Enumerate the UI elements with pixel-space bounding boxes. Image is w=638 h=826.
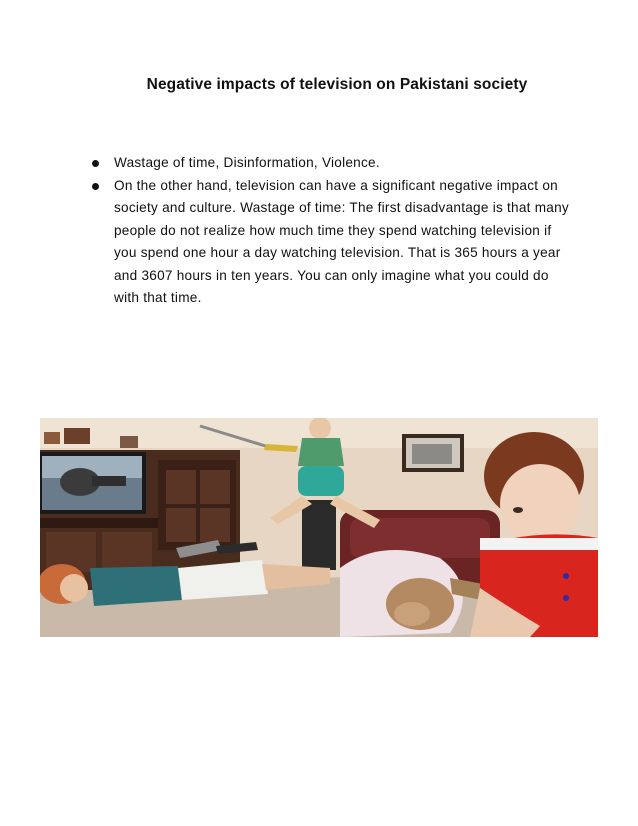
bullet-text: On the other hand, television can have a significant negative impact on society and culture. Wastage of time: The first disadvantage is that many people do not realize how much time they spend watching television if you spend one hour a day watching television. That is 365 hours a year and 3607 hours in ten years. You can only imagine what you could do with that time. (114, 177, 569, 305)
bullet-list (92, 152, 577, 310)
bullet-item (92, 175, 577, 310)
bullet-item (92, 152, 577, 175)
bullet-icon (92, 183, 99, 190)
page-title: Negative impacts of television on Pakistani society (146, 76, 528, 93)
bullet-icon (92, 160, 99, 167)
photo-drawing (40, 418, 598, 637)
bullet-text: Wastage of time, Disinformation, Violence. (114, 155, 380, 170)
illustration-photo (40, 418, 598, 637)
